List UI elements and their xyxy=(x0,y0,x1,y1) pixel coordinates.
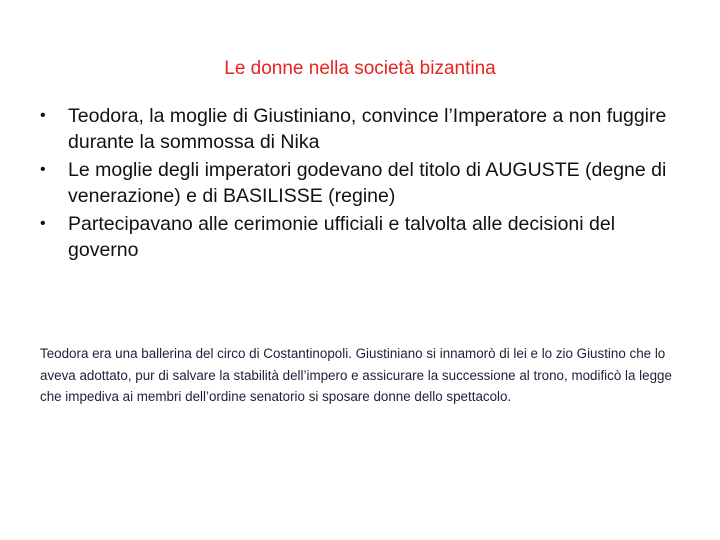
bullet-list xyxy=(40,103,690,265)
bullet-icon: • xyxy=(40,161,46,178)
bullet-item xyxy=(40,211,690,263)
bullet-item xyxy=(40,103,690,155)
slide-title: Le donne nella società bizantina xyxy=(224,58,496,79)
bullet-text: Le moglie degli imperatori godevano del titolo di AUGUSTE (degne di venerazione) e di BASILISSE (regine) xyxy=(68,159,667,207)
bullet-item xyxy=(40,157,690,209)
bullet-icon: • xyxy=(40,215,46,232)
bullet-icon: • xyxy=(40,107,46,124)
bullet-text: Partecipavano alle cerimonie ufficiali e talvolta alle decisioni del governo xyxy=(68,213,616,261)
footnote-paragraph: Teodora era una ballerina del circo di Costantinopoli. Giustiniano si innamorò di lei e lo zio Giustino che lo aveva adottato, pur di salvare la stabilità dell’impero e assicurare la successione al trono, modificò la legge che impediva ai membri dell’ordine senatorio si sposare donne dello spettacolo. xyxy=(40,346,672,404)
bullet-text: Teodora, la moglie di Giustiniano, convince l’Imperatore a non fuggire durante la sommossa di Nika xyxy=(68,105,667,153)
